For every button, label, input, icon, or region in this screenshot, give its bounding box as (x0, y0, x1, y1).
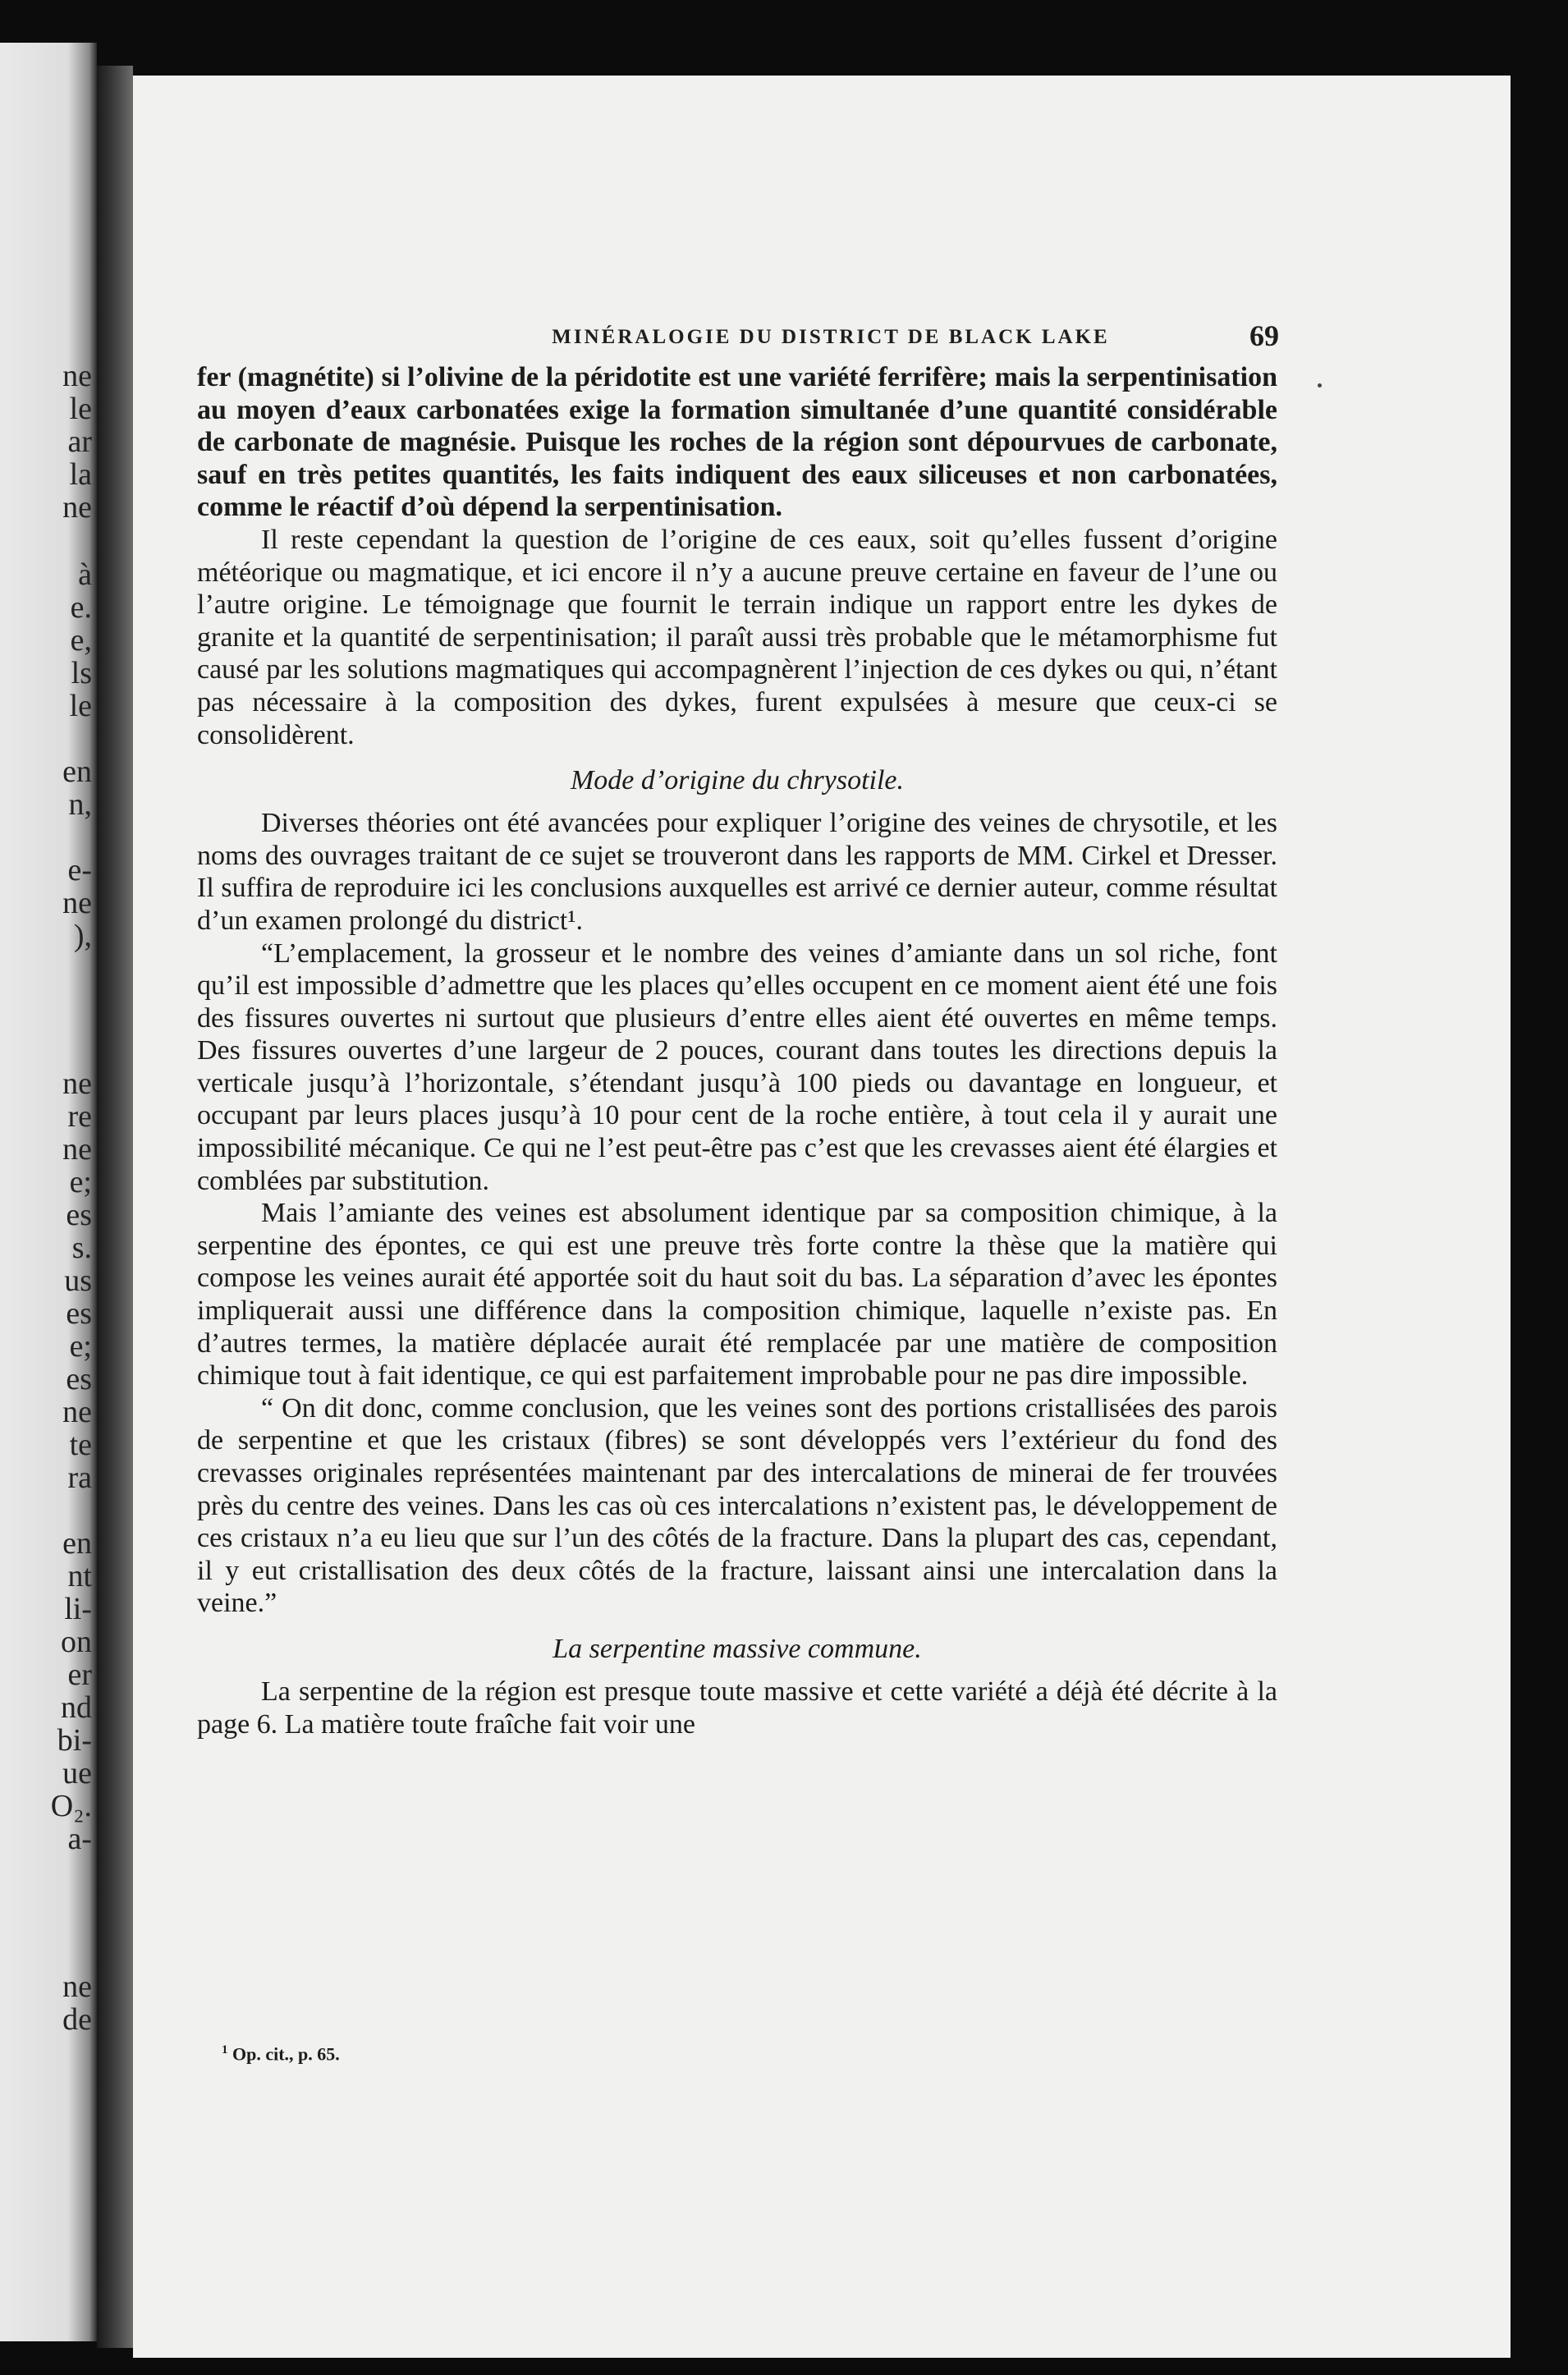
paragraph-4: “L’emplacement, la grosseur et le nombre des veines d’amiante dans un sol riche, font qu’il est impossible d’admettre que les places qu’elles occupent en ce moment aient été une fois des fissures ouvertes ni surtout que plusieurs d’entre elles aient été ouvertes en même temps. Des fissures ouvertes d’une largeur de 2 pouces, courant dans toutes les directions depuis la verticale jusqu’à l’horizontale, s’étendant jusqu’à 100 pieds ou davantage en longueur, et occupant par leurs places jusqu’à 10 pour cent de la roche entière, à tout cela il y aurait une impossibilité mécanique. Ce qui ne l’est peut-être pas c’est que les crevasses aient été élargies et comblées par substitution. (197, 938, 1277, 1196)
left-page-fragment: ne (62, 1132, 92, 1167)
left-page-fragment: on (61, 1625, 92, 1659)
left-page-fragment: en (62, 1526, 92, 1561)
left-page-fragment: ne (62, 359, 92, 393)
left-page-fragment: ne (62, 490, 92, 525)
left-page-fragment: ue (62, 1756, 92, 1790)
body-text (197, 361, 1277, 1740)
paragraph-2: Il reste cependant la question de l’origine de ces eaux, soit qu’elles fussent d’origine météorique ou magmatique, et ici encore il n’y a aucune preuve certaine en faveur de l’une ou l’autre origine. Le témoignage que fournit le terrain indique un rapport entre les dykes de granite et la quantité de serpentinisation; il paraît aussi très probable que le métamorphisme fut causé par les solutions magmatiques qui accompagnèrent l’injection de ces dykes ou qui, n’étant pas nécessaire à la composition des dykes, furent expulsées à mesure que ceux-ci se consolidèrent. (197, 524, 1277, 750)
left-page-fragment: e; (69, 1329, 92, 1364)
page-number: 69 (1249, 319, 1279, 352)
left-page-fragment: e, (70, 623, 92, 658)
left-page-fragment: ne (62, 886, 92, 920)
left-page-fragment: ), (73, 919, 92, 953)
left-page-fragment: ne (62, 1395, 92, 1429)
footnote-marker: 1 (222, 2043, 228, 2056)
paragraph-5: Mais l’amiante des veines est absolument identique par sa composition chimique, à la serpentine des épontes, ce qui est une preuve très forte contre la thèse que la matière qui compose les veines aurait été apportée soit du haut soit du bas. La séparation d’avec les épontes impliquerait aussi une différence dans la composition chimique, laquelle n’existe pas. En d’autres termes, la matière déplacée aurait été remplacée par une matière de composition chimique tout à fait identique, ce qui est parfaitement improbable pour ne pas dire impossible. (197, 1198, 1277, 1392)
left-page-fragment: bi- (57, 1723, 92, 1758)
paragraph-6: “ On dit donc, comme conclusion, que les veines sont des portions cristallisées des parois de serpentine et que les cristaux (fibres) se sont développés vers l’extérieur du fond des crevasses originales représentées maintenant par des intercalations de minerai de fer trouvées près du centre des veines. Dans les cas où ces intercalations n’existent pas, le développement de ces cristaux n’a eu lieu que sur l’un des côtés de la fracture. Dans la plupart des cas, cependant, il y eut cristallisation des deux côtés de la fracture, laissant ainsi une intercalation dans la veine.” (197, 1392, 1277, 1619)
paragraph-1: fer (magnétite) si l’olivine de la péridotite est une variété ferrifère; mais la serpentinisation au moyen d’eaux carbonatées exige la formation simultanée d’une quantité considérable de carbonate de magnésie. Puisque les roches de la région sont dépourvues de carbonate, sauf en très petites quantités, les faits indiquent des eaux siliceuses et non carbonatées, comme le réactif d’où dépend la serpentinisation. (197, 362, 1277, 523)
left-page-fragment: s. (71, 1231, 92, 1265)
left-page-fragment: la (69, 457, 92, 492)
left-page-fragment: us (64, 1263, 92, 1298)
left-page-fragment: en (62, 754, 92, 789)
left-page-fragment: re (67, 1099, 92, 1134)
left-page-fragment: er (67, 1657, 92, 1692)
left-page-fragment: ne (62, 1066, 92, 1101)
left-page-fragment: nd (61, 1690, 92, 1725)
left-page-fragment: O₂. (50, 1789, 92, 1823)
left-page-fragment: le (69, 689, 92, 723)
running-header: MINÉRALOGIE DU DISTRICT DE BLACK LAKE (552, 326, 1110, 348)
left-page-fragment: nt (67, 1559, 92, 1593)
left-page-fragment: es (66, 1296, 92, 1331)
left-page-fragment: e; (69, 1165, 92, 1199)
left-page-fragment: es (66, 1198, 92, 1232)
margin-mark (1318, 383, 1322, 387)
left-page-fragment: ne (62, 1969, 92, 2004)
facing-page-left (0, 43, 97, 2341)
paragraph-3: Diverses théories ont été avancées pour expliquer l’origine des veines de chrysotile, et les noms des ouvrages traitant de ce sujet se trouveront dans les rapports de MM. Cirkel et Dresser. Il suffira de reproduire ici les conclusions auxquelles est arrivé ce dernier auteur, comme résultat d’un examen prolongé du district¹. (197, 808, 1277, 936)
left-page-fragment: te (69, 1428, 92, 1462)
left-page-fragment: à (78, 557, 92, 592)
section-heading-serpentine: La serpentine massive commune. (552, 1633, 922, 1664)
left-page-fragment: n, (68, 787, 92, 822)
left-page-fragment: es (66, 1362, 92, 1396)
left-page-fragment: ls (71, 656, 92, 690)
left-page-fragment: e. (70, 590, 92, 625)
footnote-text: Op. cit., p. 65. (227, 2043, 340, 2065)
footnote (222, 2043, 340, 2065)
document-page (133, 76, 1511, 2358)
left-page-fragment: ra (67, 1460, 92, 1495)
paragraph-7: La serpentine de la région est presque toute massive et cette variété a déjà été décrite à la page 6. La matière toute fraîche fait voir une (197, 1676, 1277, 1740)
left-page-fragment: de (62, 2002, 92, 2037)
left-page-fragment: le (69, 392, 92, 426)
left-page-fragment: e- (67, 853, 92, 887)
section-heading-chrysotile: Mode d’origine du chrysotile. (570, 765, 905, 796)
left-page-fragment: li- (64, 1592, 92, 1626)
book-gutter (97, 66, 133, 2348)
left-page-fragment: a- (67, 1822, 92, 1856)
left-page-fragment: ar (67, 424, 92, 459)
